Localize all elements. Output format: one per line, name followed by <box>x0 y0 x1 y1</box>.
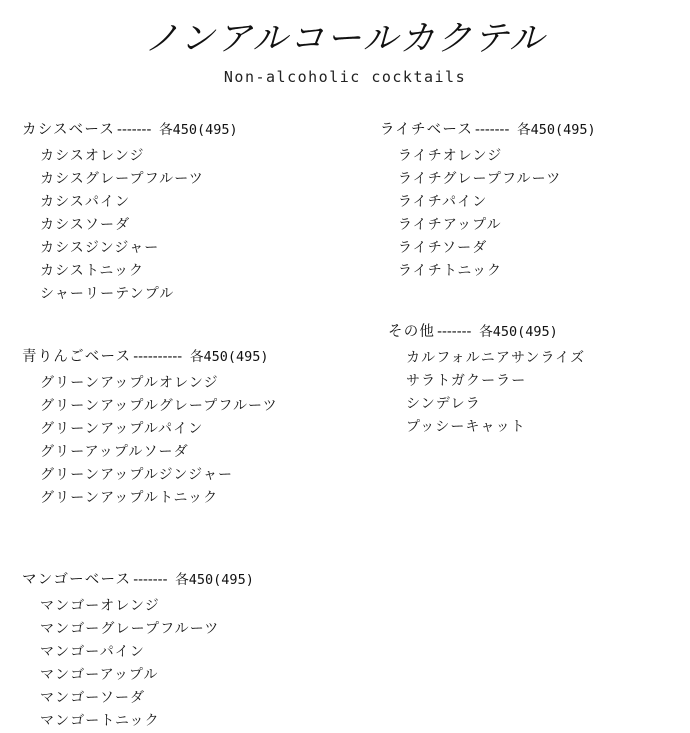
group-heading <box>380 118 690 139</box>
list-item: グリーンアップルジンジャー <box>40 467 234 483</box>
group-name: その他 <box>388 324 436 340</box>
list-item: カシスソーダ <box>40 217 131 233</box>
list-item: シンデレラ <box>406 396 481 412</box>
page-title: ノンアルコールカクテル <box>144 19 546 59</box>
list-item: マンゴートニック <box>40 713 160 729</box>
group-items <box>22 595 352 733</box>
list-item: ライチアップル <box>398 217 502 233</box>
menu-group-green-apple <box>22 345 352 510</box>
group-heading <box>22 345 352 366</box>
group-price: 各450(495) <box>175 572 254 588</box>
group-price: 各450(495) <box>517 122 596 138</box>
list-item: カシスオレンジ <box>40 148 145 164</box>
list-item: サラトガクーラー <box>406 373 527 389</box>
list-item: ライチソーダ <box>398 240 488 256</box>
list-item: ライチオレンジ <box>398 148 503 164</box>
group-price: 各450(495) <box>190 349 269 365</box>
group-dashes: ------- <box>133 572 168 588</box>
group-items <box>22 372 352 510</box>
list-item: グリーンアップルパイン <box>40 421 204 437</box>
list-item: グリーンアップルトニック <box>40 490 219 506</box>
list-item: グリーンアップルオレンジ <box>40 375 219 391</box>
list-item: グリーンアップルグレープフルーツ <box>40 398 278 414</box>
group-name: マンゴーベース <box>22 572 132 588</box>
list-item: カシスパイン <box>40 194 131 210</box>
list-item: マンゴーアップル <box>40 667 159 683</box>
menu-group-cassis <box>22 118 352 306</box>
group-name: カシスベース <box>22 122 116 138</box>
group-items <box>22 145 352 306</box>
group-price: 各450(495) <box>479 324 558 340</box>
group-heading <box>22 118 352 139</box>
menu-group-lychee <box>380 118 690 283</box>
list-item: マンゴーオレンジ <box>40 598 160 614</box>
menu-group-others <box>388 320 690 439</box>
page-subtitle: Non-alcoholic cocktails <box>223 68 467 86</box>
list-item: カシスジンジャー <box>40 240 160 256</box>
list-item: マンゴーソーダ <box>40 690 146 706</box>
group-name: ライチベース <box>380 122 474 138</box>
list-item: グリーアップルソーダ <box>40 444 189 460</box>
list-item: マンゴーパイン <box>40 644 145 660</box>
list-item: プッシーキャット <box>406 419 526 435</box>
group-name: 青りんごベース <box>22 349 132 365</box>
list-item: カシスグレープフルーツ <box>40 171 204 187</box>
list-item: カシストニック <box>40 263 145 279</box>
list-item: カルフォルニアサンライズ <box>406 350 586 366</box>
group-dashes: ------- <box>475 122 510 138</box>
group-price: 各450(495) <box>159 122 238 138</box>
list-item: マンゴーグレープフルーツ <box>40 621 220 637</box>
group-items <box>380 145 690 283</box>
group-dashes: ------- <box>117 122 152 138</box>
list-item: ライチトニック <box>398 263 503 279</box>
group-heading <box>22 568 352 589</box>
list-item: ライチパイン <box>398 194 488 210</box>
group-heading <box>388 320 690 341</box>
list-item: シャーリーテンプル <box>40 286 175 302</box>
group-dashes: ---------- <box>133 349 183 365</box>
list-item: ライチグレープフルーツ <box>398 171 562 187</box>
group-items <box>388 347 690 439</box>
menu-group-mango <box>22 568 352 733</box>
title-block <box>0 0 690 86</box>
group-dashes: ------- <box>437 324 472 340</box>
